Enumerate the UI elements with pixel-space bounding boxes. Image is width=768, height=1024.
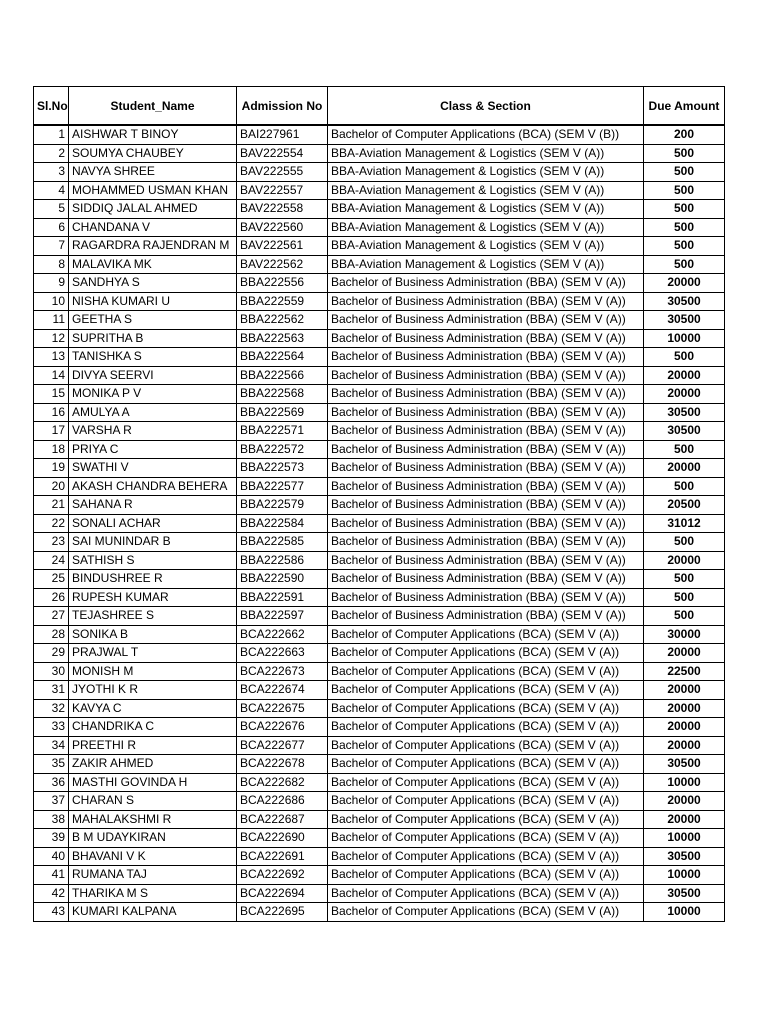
- cell-class-section: Bachelor of Business Administration (BBA) (SEM V (A)): [328, 385, 644, 404]
- table-row: [34, 588, 725, 607]
- cell-slno: 40: [34, 847, 69, 866]
- cell-class-section: Bachelor of Business Administration (BBA) (SEM V (A)): [328, 533, 644, 552]
- cell-slno: 18: [34, 440, 69, 459]
- cell-due-amount: 30500: [644, 884, 725, 903]
- cell-admission-no: BBA222563: [237, 329, 328, 348]
- cell-student-name: GEETHA S: [69, 311, 237, 330]
- cell-admission-no: BCA222676: [237, 718, 328, 737]
- cell-student-name: SAHANA R: [69, 496, 237, 515]
- cell-student-name: MASTHI GOVINDA H: [69, 773, 237, 792]
- cell-student-name: ZAKIR AHMED: [69, 755, 237, 774]
- table-row: [34, 662, 725, 681]
- table-row: [34, 884, 725, 903]
- table-row: [34, 755, 725, 774]
- cell-class-section: Bachelor of Computer Applications (BCA) (SEM V (A)): [328, 792, 644, 811]
- table-row: [34, 551, 725, 570]
- table-row: [34, 792, 725, 811]
- cell-slno: 23: [34, 533, 69, 552]
- cell-due-amount: 10000: [644, 773, 725, 792]
- cell-admission-no: BCA222675: [237, 699, 328, 718]
- cell-student-name: PRAJWAL T: [69, 644, 237, 663]
- cell-slno: 43: [34, 903, 69, 922]
- cell-student-name: MONISH M: [69, 662, 237, 681]
- cell-admission-no: BBA222591: [237, 588, 328, 607]
- cell-admission-no: BBA222571: [237, 422, 328, 441]
- cell-admission-no: BCA222677: [237, 736, 328, 755]
- cell-due-amount: 30000: [644, 625, 725, 644]
- cell-due-amount: 31012: [644, 514, 725, 533]
- cell-slno: 5: [34, 200, 69, 219]
- cell-due-amount: 20000: [644, 792, 725, 811]
- cell-admission-no: BCA222695: [237, 903, 328, 922]
- cell-student-name: KUMARI KALPANA: [69, 903, 237, 922]
- cell-class-section: Bachelor of Business Administration (BBA) (SEM V (A)): [328, 274, 644, 293]
- cell-student-name: B M UDAYKIRAN: [69, 829, 237, 848]
- cell-admission-no: BBA222559: [237, 292, 328, 311]
- cell-student-name: SANDHYA S: [69, 274, 237, 293]
- cell-class-section: Bachelor of Business Administration (BBA) (SEM V (A)): [328, 514, 644, 533]
- table-row: [34, 422, 725, 441]
- table-row: [34, 570, 725, 589]
- cell-slno: 17: [34, 422, 69, 441]
- table-row: [34, 829, 725, 848]
- cell-class-section: Bachelor of Business Administration (BBA) (SEM V (A)): [328, 329, 644, 348]
- cell-admission-no: BBA222579: [237, 496, 328, 515]
- cell-class-section: Bachelor of Business Administration (BBA) (SEM V (A)): [328, 292, 644, 311]
- cell-due-amount: 200: [644, 125, 725, 144]
- cell-class-section: Bachelor of Computer Applications (BCA) (SEM V (A)): [328, 736, 644, 755]
- cell-due-amount: 20000: [644, 681, 725, 700]
- table-row: [34, 218, 725, 237]
- table-row: [34, 866, 725, 885]
- cell-due-amount: 500: [644, 440, 725, 459]
- cell-due-amount: 30500: [644, 403, 725, 422]
- cell-slno: 6: [34, 218, 69, 237]
- cell-student-name: CHANDRIKA C: [69, 718, 237, 737]
- cell-slno: 41: [34, 866, 69, 885]
- cell-class-section: Bachelor of Computer Applications (BCA) (SEM V (A)): [328, 810, 644, 829]
- cell-student-name: KAVYA C: [69, 699, 237, 718]
- table-row: [34, 125, 725, 144]
- cell-due-amount: 500: [644, 533, 725, 552]
- cell-admission-no: BBA222568: [237, 385, 328, 404]
- cell-class-section: Bachelor of Business Administration (BBA) (SEM V (A)): [328, 570, 644, 589]
- cell-admission-no: BBA222590: [237, 570, 328, 589]
- table-row: [34, 644, 725, 663]
- cell-student-name: NAVYA SHREE: [69, 163, 237, 182]
- table-row: [34, 440, 725, 459]
- cell-slno: 12: [34, 329, 69, 348]
- cell-class-section: Bachelor of Computer Applications (BCA) (SEM V (B)): [328, 125, 644, 144]
- cell-admission-no: BCA222687: [237, 810, 328, 829]
- cell-class-section: Bachelor of Business Administration (BBA) (SEM V (A)): [328, 551, 644, 570]
- cell-student-name: TANISHKA S: [69, 348, 237, 367]
- cell-due-amount: 20500: [644, 496, 725, 515]
- cell-class-section: Bachelor of Computer Applications (BCA) (SEM V (A)): [328, 755, 644, 774]
- cell-slno: 2: [34, 144, 69, 163]
- cell-student-name: RAGARDRA RAJENDRAN M: [69, 237, 237, 256]
- cell-slno: 10: [34, 292, 69, 311]
- cell-due-amount: 20000: [644, 551, 725, 570]
- cell-due-amount: 22500: [644, 662, 725, 681]
- cell-due-amount: 500: [644, 588, 725, 607]
- cell-slno: 1: [34, 125, 69, 144]
- cell-class-section: BBA-Aviation Management & Logistics (SEM V (A)): [328, 255, 644, 274]
- cell-student-name: SUPRITHA B: [69, 329, 237, 348]
- cell-due-amount: 30500: [644, 311, 725, 330]
- cell-due-amount: 20000: [644, 385, 725, 404]
- table-row: [34, 385, 725, 404]
- table-row: [34, 163, 725, 182]
- cell-class-section: BBA-Aviation Management & Logistics (SEM V (A)): [328, 144, 644, 163]
- cell-class-section: Bachelor of Business Administration (BBA) (SEM V (A)): [328, 403, 644, 422]
- cell-due-amount: 20000: [644, 810, 725, 829]
- table-row: [34, 736, 725, 755]
- table-row: [34, 477, 725, 496]
- cell-student-name: SWATHI V: [69, 459, 237, 478]
- cell-admission-no: BBA222562: [237, 311, 328, 330]
- table-row: [34, 625, 725, 644]
- cell-slno: 4: [34, 181, 69, 200]
- cell-student-name: DIVYA SEERVI: [69, 366, 237, 385]
- cell-class-section: Bachelor of Business Administration (BBA) (SEM V (A)): [328, 588, 644, 607]
- cell-due-amount: 500: [644, 163, 725, 182]
- cell-admission-no: BAV222562: [237, 255, 328, 274]
- cell-student-name: PRIYA C: [69, 440, 237, 459]
- cell-class-section: BBA-Aviation Management & Logistics (SEM V (A)): [328, 181, 644, 200]
- cell-admission-no: BCA222692: [237, 866, 328, 885]
- cell-class-section: Bachelor of Computer Applications (BCA) (SEM V (A)): [328, 773, 644, 792]
- cell-admission-no: BCA222694: [237, 884, 328, 903]
- table-row: [34, 366, 725, 385]
- cell-admission-no: BAV222558: [237, 200, 328, 219]
- cell-slno: 36: [34, 773, 69, 792]
- cell-due-amount: 10000: [644, 866, 725, 885]
- cell-student-name: RUMANA TAJ: [69, 866, 237, 885]
- cell-admission-no: BCA222678: [237, 755, 328, 774]
- cell-slno: 30: [34, 662, 69, 681]
- cell-class-section: Bachelor of Business Administration (BBA) (SEM V (A)): [328, 440, 644, 459]
- cell-admission-no: BAI227961: [237, 125, 328, 144]
- cell-student-name: SATHISH S: [69, 551, 237, 570]
- table-row: [34, 699, 725, 718]
- cell-slno: 37: [34, 792, 69, 811]
- cell-class-section: BBA-Aviation Management & Logistics (SEM V (A)): [328, 163, 644, 182]
- cell-due-amount: 30500: [644, 847, 725, 866]
- table-row: [34, 292, 725, 311]
- table-row: [34, 514, 725, 533]
- header-admission-no: Admission No: [237, 87, 328, 126]
- table-row: [34, 496, 725, 515]
- cell-slno: 16: [34, 403, 69, 422]
- cell-slno: 39: [34, 829, 69, 848]
- cell-due-amount: 500: [644, 348, 725, 367]
- table-row: [34, 810, 725, 829]
- cell-student-name: SOUMYA CHAUBEY: [69, 144, 237, 163]
- cell-due-amount: 10000: [644, 329, 725, 348]
- table-row: [34, 200, 725, 219]
- cell-due-amount: 20000: [644, 366, 725, 385]
- cell-class-section: BBA-Aviation Management & Logistics (SEM V (A)): [328, 237, 644, 256]
- table-row: [34, 181, 725, 200]
- cell-class-section: Bachelor of Computer Applications (BCA) (SEM V (A)): [328, 866, 644, 885]
- cell-slno: 3: [34, 163, 69, 182]
- cell-class-section: Bachelor of Business Administration (BBA) (SEM V (A)): [328, 496, 644, 515]
- cell-student-name: PREETHI R: [69, 736, 237, 755]
- cell-class-section: Bachelor of Business Administration (BBA) (SEM V (A)): [328, 422, 644, 441]
- cell-slno: 28: [34, 625, 69, 644]
- cell-class-section: BBA-Aviation Management & Logistics (SEM V (A)): [328, 218, 644, 237]
- cell-admission-no: BBA222566: [237, 366, 328, 385]
- table-row: [34, 533, 725, 552]
- cell-admission-no: BBA222556: [237, 274, 328, 293]
- table-row: [34, 255, 725, 274]
- header-row: [34, 87, 725, 126]
- cell-admission-no: BBA222586: [237, 551, 328, 570]
- cell-slno: 34: [34, 736, 69, 755]
- cell-slno: 22: [34, 514, 69, 533]
- cell-slno: 38: [34, 810, 69, 829]
- cell-admission-no: BBA222585: [237, 533, 328, 552]
- header-due-amount: Due Amount: [644, 87, 725, 126]
- cell-due-amount: 500: [644, 200, 725, 219]
- cell-slno: 31: [34, 681, 69, 700]
- cell-due-amount: 10000: [644, 903, 725, 922]
- cell-due-amount: 500: [644, 218, 725, 237]
- cell-student-name: MOHAMMED USMAN KHAN: [69, 181, 237, 200]
- header-student-name: Student_Name: [69, 87, 237, 126]
- cell-student-name: BINDUSHREE R: [69, 570, 237, 589]
- cell-admission-no: BBA222573: [237, 459, 328, 478]
- cell-student-name: VARSHA R: [69, 422, 237, 441]
- cell-slno: 29: [34, 644, 69, 663]
- cell-student-name: RUPESH KUMAR: [69, 588, 237, 607]
- cell-admission-no: BBA222564: [237, 348, 328, 367]
- table-row: [34, 144, 725, 163]
- cell-class-section: Bachelor of Business Administration (BBA) (SEM V (A)): [328, 607, 644, 626]
- cell-slno: 19: [34, 459, 69, 478]
- cell-due-amount: 30500: [644, 292, 725, 311]
- cell-admission-no: BBA222597: [237, 607, 328, 626]
- cell-admission-no: BBA222572: [237, 440, 328, 459]
- cell-slno: 14: [34, 366, 69, 385]
- table-row: [34, 773, 725, 792]
- cell-student-name: SONIKA B: [69, 625, 237, 644]
- cell-student-name: AMULYA A: [69, 403, 237, 422]
- due-amount-table: [33, 86, 725, 922]
- cell-class-section: Bachelor of Business Administration (BBA) (SEM V (A)): [328, 348, 644, 367]
- cell-student-name: CHANDANA V: [69, 218, 237, 237]
- cell-slno: 24: [34, 551, 69, 570]
- cell-due-amount: 30500: [644, 422, 725, 441]
- cell-due-amount: 500: [644, 477, 725, 496]
- cell-slno: 7: [34, 237, 69, 256]
- cell-slno: 13: [34, 348, 69, 367]
- cell-class-section: Bachelor of Computer Applications (BCA) (SEM V (A)): [328, 903, 644, 922]
- cell-slno: 9: [34, 274, 69, 293]
- cell-class-section: Bachelor of Business Administration (BBA) (SEM V (A)): [328, 459, 644, 478]
- cell-class-section: Bachelor of Business Administration (BBA) (SEM V (A)): [328, 366, 644, 385]
- cell-due-amount: 500: [644, 181, 725, 200]
- cell-due-amount: 500: [644, 570, 725, 589]
- cell-admission-no: BCA222663: [237, 644, 328, 663]
- cell-slno: 42: [34, 884, 69, 903]
- cell-admission-no: BCA222674: [237, 681, 328, 700]
- cell-slno: 26: [34, 588, 69, 607]
- cell-class-section: Bachelor of Business Administration (BBA) (SEM V (A)): [328, 477, 644, 496]
- cell-student-name: TEJASHREE S: [69, 607, 237, 626]
- cell-admission-no: BAV222557: [237, 181, 328, 200]
- cell-slno: 33: [34, 718, 69, 737]
- cell-slno: 21: [34, 496, 69, 515]
- cell-admission-no: BBA222577: [237, 477, 328, 496]
- cell-admission-no: BAV222561: [237, 237, 328, 256]
- cell-admission-no: BCA222673: [237, 662, 328, 681]
- cell-slno: 11: [34, 311, 69, 330]
- cell-due-amount: 500: [644, 607, 725, 626]
- cell-slno: 27: [34, 607, 69, 626]
- cell-admission-no: BCA222691: [237, 847, 328, 866]
- cell-student-name: AISHWAR T BINOY: [69, 125, 237, 144]
- cell-class-section: Bachelor of Computer Applications (BCA) (SEM V (A)): [328, 681, 644, 700]
- cell-student-name: THARIKA M S: [69, 884, 237, 903]
- cell-student-name: NISHA KUMARI U: [69, 292, 237, 311]
- cell-student-name: JYOTHI K R: [69, 681, 237, 700]
- cell-slno: 8: [34, 255, 69, 274]
- table-row: [34, 237, 725, 256]
- cell-due-amount: 20000: [644, 274, 725, 293]
- cell-class-section: Bachelor of Computer Applications (BCA) (SEM V (A)): [328, 884, 644, 903]
- cell-admission-no: BCA222690: [237, 829, 328, 848]
- cell-class-section: Bachelor of Computer Applications (BCA) (SEM V (A)): [328, 718, 644, 737]
- cell-due-amount: 20000: [644, 699, 725, 718]
- table-row: [34, 459, 725, 478]
- cell-class-section: BBA-Aviation Management & Logistics (SEM V (A)): [328, 200, 644, 219]
- cell-due-amount: 30500: [644, 755, 725, 774]
- cell-due-amount: 500: [644, 144, 725, 163]
- cell-class-section: Bachelor of Computer Applications (BCA) (SEM V (A)): [328, 625, 644, 644]
- cell-student-name: AKASH CHANDRA BEHERA: [69, 477, 237, 496]
- cell-student-name: CHARAN S: [69, 792, 237, 811]
- cell-slno: 15: [34, 385, 69, 404]
- cell-due-amount: 20000: [644, 459, 725, 478]
- cell-admission-no: BCA222662: [237, 625, 328, 644]
- cell-due-amount: 500: [644, 255, 725, 274]
- cell-student-name: SAI MUNINDAR B: [69, 533, 237, 552]
- table-row: [34, 607, 725, 626]
- cell-slno: 35: [34, 755, 69, 774]
- cell-class-section: Bachelor of Computer Applications (BCA) (SEM V (A)): [328, 699, 644, 718]
- table-row: [34, 847, 725, 866]
- table-row: [34, 718, 725, 737]
- cell-class-section: Bachelor of Computer Applications (BCA) (SEM V (A)): [328, 847, 644, 866]
- cell-student-name: BHAVANI V K: [69, 847, 237, 866]
- cell-class-section: Bachelor of Computer Applications (BCA) (SEM V (A)): [328, 644, 644, 663]
- cell-due-amount: 500: [644, 237, 725, 256]
- cell-student-name: MALAVIKA MK: [69, 255, 237, 274]
- table-row: [34, 903, 725, 922]
- cell-class-section: Bachelor of Business Administration (BBA) (SEM V (A)): [328, 311, 644, 330]
- header-class-section: Class & Section: [328, 87, 644, 126]
- cell-admission-no: BBA222584: [237, 514, 328, 533]
- cell-admission-no: BAV222554: [237, 144, 328, 163]
- cell-student-name: MAHALAKSHMI R: [69, 810, 237, 829]
- cell-due-amount: 10000: [644, 829, 725, 848]
- cell-slno: 20: [34, 477, 69, 496]
- cell-student-name: SIDDIQ JALAL AHMED: [69, 200, 237, 219]
- cell-class-section: Bachelor of Computer Applications (BCA) (SEM V (A)): [328, 829, 644, 848]
- cell-due-amount: 20000: [644, 718, 725, 737]
- table-row: [34, 274, 725, 293]
- cell-slno: 25: [34, 570, 69, 589]
- table-body: [34, 125, 725, 921]
- table-row: [34, 311, 725, 330]
- table-row: [34, 403, 725, 422]
- cell-due-amount: 20000: [644, 736, 725, 755]
- cell-admission-no: BAV222560: [237, 218, 328, 237]
- table-row: [34, 348, 725, 367]
- table-row: [34, 329, 725, 348]
- cell-admission-no: BBA222569: [237, 403, 328, 422]
- cell-student-name: SONALI ACHAR: [69, 514, 237, 533]
- header-slno: Sl.No: [34, 87, 69, 126]
- table-row: [34, 681, 725, 700]
- cell-slno: 32: [34, 699, 69, 718]
- cell-admission-no: BCA222682: [237, 773, 328, 792]
- cell-admission-no: BAV222555: [237, 163, 328, 182]
- cell-class-section: Bachelor of Computer Applications (BCA) (SEM V (A)): [328, 662, 644, 681]
- cell-admission-no: BCA222686: [237, 792, 328, 811]
- cell-due-amount: 20000: [644, 644, 725, 663]
- cell-student-name: MONIKA P V: [69, 385, 237, 404]
